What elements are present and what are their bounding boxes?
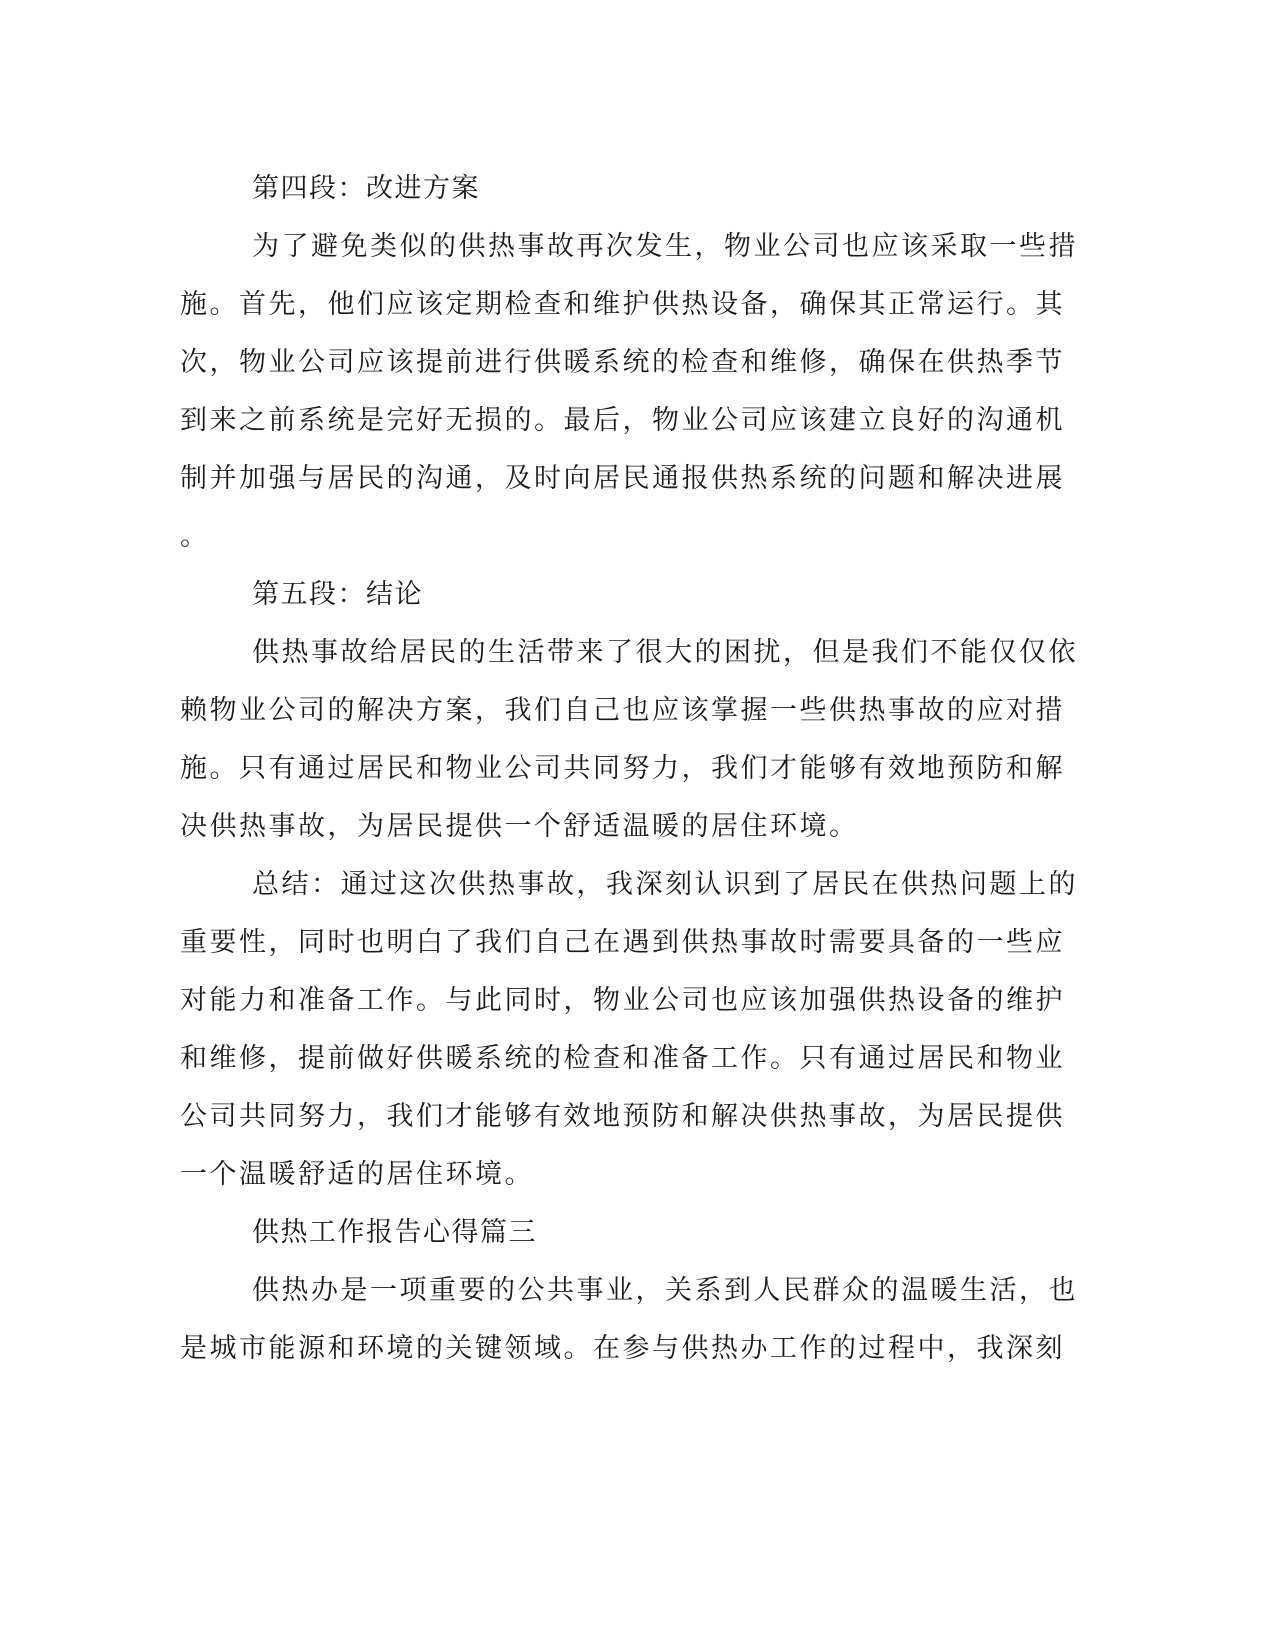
- paragraph-line: 决供热事故，为居民提供一个舒适温暖的居住环境。: [180, 811, 859, 842]
- paragraph-line: 次，物业公司应该提前进行供暖系统的检查和维修，确保在供热季节: [180, 347, 1065, 378]
- paragraph-line: 供热事故给居民的生活带来了很大的困扰，但是我们不能仅仅依: [252, 637, 1078, 668]
- paragraph-line: 对能力和准备工作。与此同时，物业公司也应该加强供热设备的维护: [180, 985, 1065, 1016]
- paragraph: [180, 218, 1078, 566]
- paragraph-line: 制并加强与居民的沟通，及时向居民通报供热系统的问题和解决进展: [180, 463, 1065, 494]
- paragraph-line: 到来之前系统是完好无损的。最后，物业公司应该建立良好的沟通机: [180, 405, 1065, 436]
- paragraph-line: 公司共同努力，我们才能够有效地预防和解决供热事故，为居民提供: [180, 1101, 1065, 1132]
- paragraph-line: 是城市能源和环境的关键领域。在参与供热办工作的过程中，我深刻: [180, 1333, 1065, 1364]
- paragraph-line: 重要性，同时也明白了我们自己在遇到供热事故时需要具备的一些应: [180, 927, 1065, 958]
- heading-text: 供热工作报告心得篇三: [252, 1217, 537, 1248]
- paragraph-line: 施。首先，他们应该定期检查和维护供热设备，确保其正常运行。其: [180, 289, 1065, 320]
- paragraph-line: 和维修，提前做好供暖系统的检查和准备工作。只有通过居民和物业: [180, 1043, 1065, 1074]
- paragraph-line: 。: [180, 521, 210, 552]
- section-heading: [180, 566, 1040, 624]
- heading-text: 第五段：结论: [252, 579, 423, 610]
- paragraph: [180, 1262, 1078, 1378]
- document-body: [180, 160, 1078, 1378]
- heading-text: 第四段：改进方案: [252, 173, 480, 204]
- paragraph-line: 一个温暖舒适的居住环境。: [180, 1159, 534, 1190]
- paragraph-line: 施。只有通过居民和物业公司共同努力，我们才能够有效地预防和解: [180, 753, 1065, 784]
- paragraph: [180, 856, 1078, 1204]
- paragraph-line: 总结：通过这次供热事故，我深刻认识到了居民在供热问题上的: [252, 869, 1078, 900]
- section-heading: [180, 160, 1040, 218]
- paragraph: [180, 624, 1078, 856]
- paragraph-line: 供热办是一项重要的公共事业，关系到人民群众的温暖生活，也: [252, 1275, 1078, 1306]
- paragraph-line: 赖物业公司的解决方案，我们自己也应该掌握一些供热事故的应对措: [180, 695, 1065, 726]
- section-heading: [180, 1204, 1040, 1262]
- paragraph-line: 为了避免类似的供热事故再次发生，物业公司也应该采取一些措: [252, 231, 1078, 262]
